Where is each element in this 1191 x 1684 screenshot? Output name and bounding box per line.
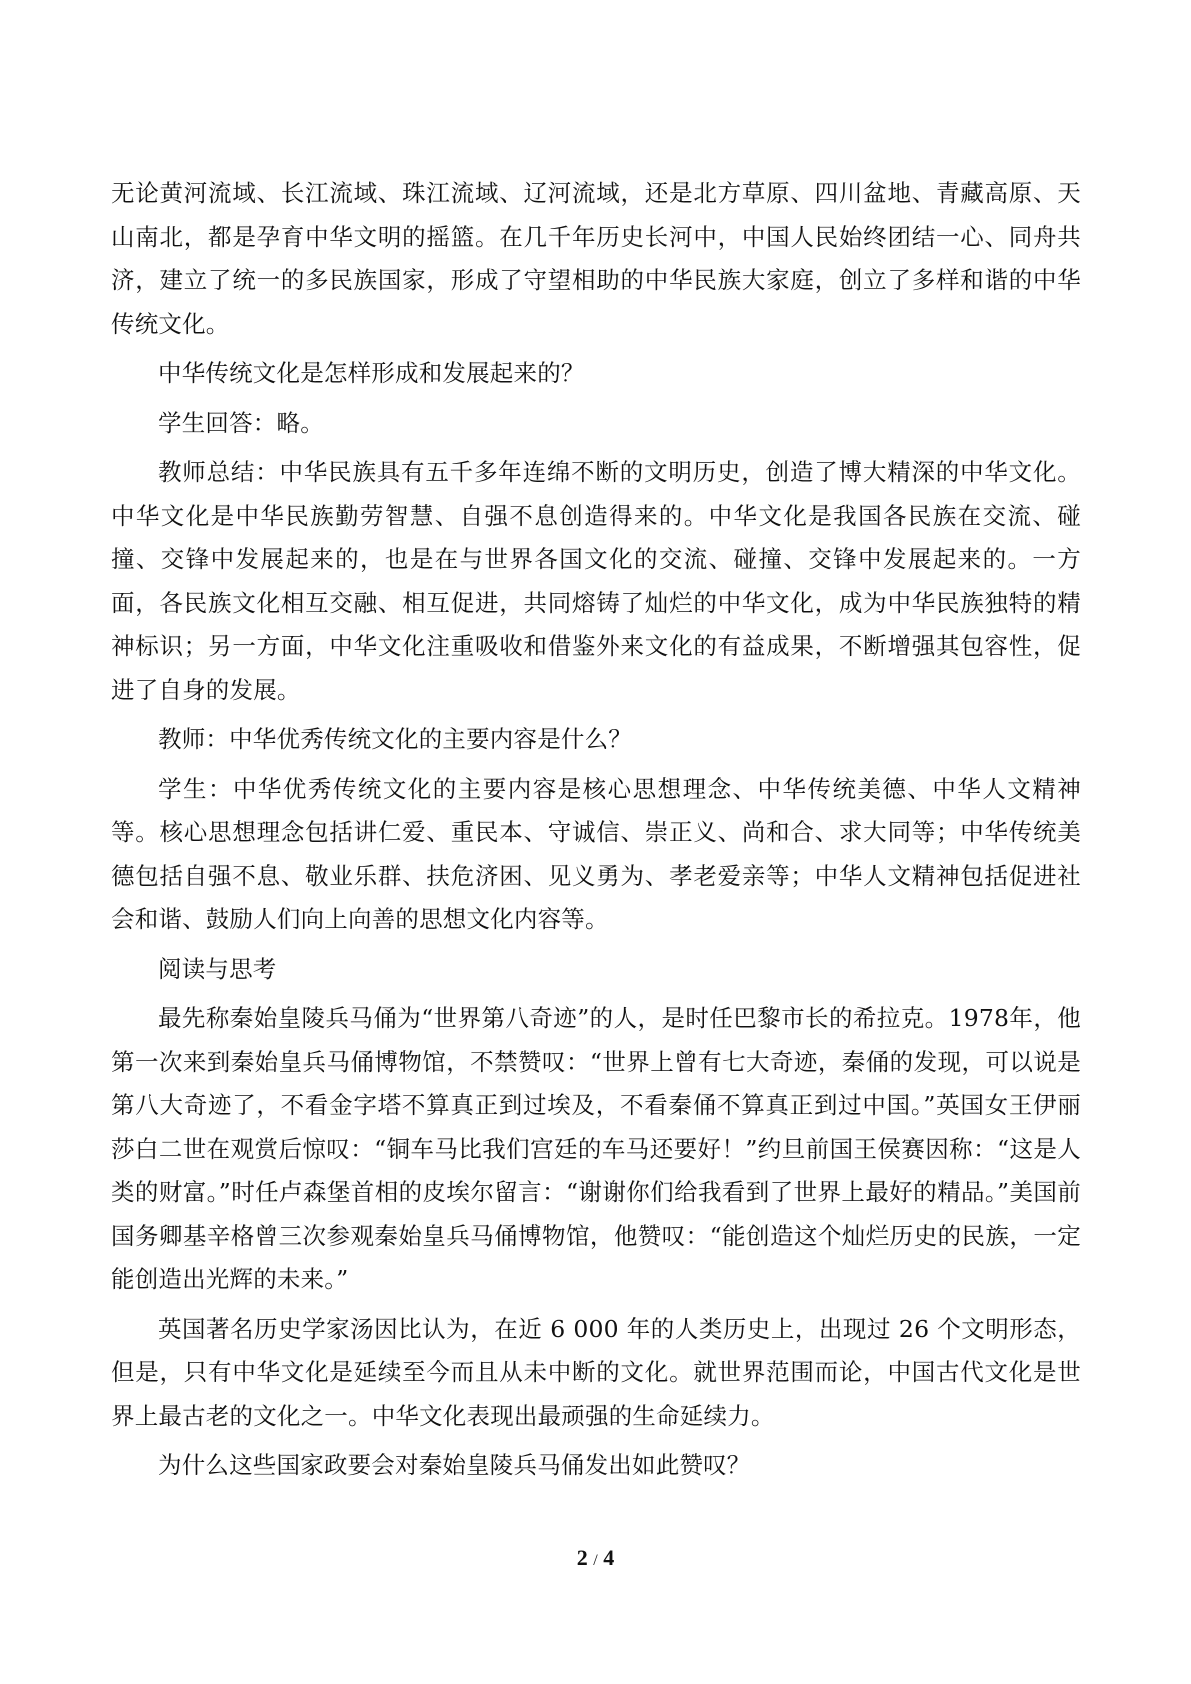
paragraph-terracotta-praise: 最先称秦始皇陵兵马俑为“世界第八奇迹”的人，是时任巴黎市长的希拉克。1978年，他第一次来到秦始皇兵马俑博物馆，不禁赞叹：“世界上曾有七大奇迹，秦俑的发现，可以说是第八大奇迹了，不看金字塔不算真正到过埃及，不看秦俑不算真正到过中国。”英国女王伊丽莎白二世在观赏后惊叹：“铜车马比我们宫廷的车马还要好！”约旦前国王侯赛因称：“这是人类的财富。”时任卢森堡首相的皮埃尔留言：“谢谢你们给我看到了世界上最好的精品。”美国前国务卿基辛格曾三次参观秦始皇兵马俑博物馆，他赞叹：“能创造这个灿烂历史的民族，一定能创造出光辉的未来。”: [111, 1004, 1081, 1293]
teacher-summary: 教师总结：中华民族具有五千多年连绵不断的文明历史，创造了博大精深的中华文化。中华文化是中华民族勤劳智慧、自强不息创造得来的。中华文化是我国各民族在交流、碰撞、交锋中发展起来的，也是在与世界各国文化的交流、碰撞、交锋中发展起来的。一方面，各民族文化相互交融、相互促进，共同熔铸了灿烂的中华文化，成为中华民族独特的精神标识；另一方面，中华文化注重吸收和借鉴外来文化的有益成果，不断增强其包容性，促进了自身的发展。: [111, 458, 1081, 704]
question-why-praise: 为什么这些国家政要会对秦始皇陵兵马俑发出如此赞叹？: [158, 1451, 751, 1479]
section-heading-reading: 阅读与思考: [158, 954, 277, 983]
current-page-number: 2: [576, 1545, 588, 1570]
paragraph-cradle-of-civilization: 无论黄河流域、长江流域、珠江流域、辽河流域，还是北方草原、四川盆地、青藏高原、天山南北，都是孕育中华文明的摇篮。在几千年历史长河中，中国人民始终团结一心、同舟共济，建立了统一的多民族国家，形成了守望相助的中华民族大家庭，创立了多样和谐的中华传统文化。: [111, 179, 1081, 338]
student-answer: 学生回答：略。: [158, 408, 324, 437]
document-body: [111, 172, 1081, 1494]
teacher-question: 教师：中华优秀传统文化的主要内容是什么？: [158, 725, 632, 753]
paragraph-toynbee: 英国著名历史学家汤因比认为，在近 6 000 年的人类历史上，出现过 26 个文明形态，但是，只有中华文化是延续至今而且从未中断的文化。就世界范围而论，中国古代文化是世界上最古老的文化之一。中华文化表现出最顽强的生命延续力。: [111, 1314, 1081, 1430]
student-response: 学生：中华优秀传统文化的主要内容是核心思想理念、中华传统美德、中华人文精神等。核心思想理念包括讲仁爱、重民本、守诚信、崇正义、尚和合、求大同等；中华传统美德包括自强不息、敬业乐群、扶危济困、见义勇为、孝老爱亲等；中华人文精神包括促进社会和谐、鼓励人们向上向善的思想文化内容等。: [111, 774, 1081, 933]
page-separator: /: [593, 1552, 598, 1569]
total-pages-number: 4: [603, 1545, 615, 1570]
question-formation-development: 中华传统文化是怎样形成和发展起来的？: [158, 359, 585, 387]
page-number: [0, 1545, 1191, 1571]
